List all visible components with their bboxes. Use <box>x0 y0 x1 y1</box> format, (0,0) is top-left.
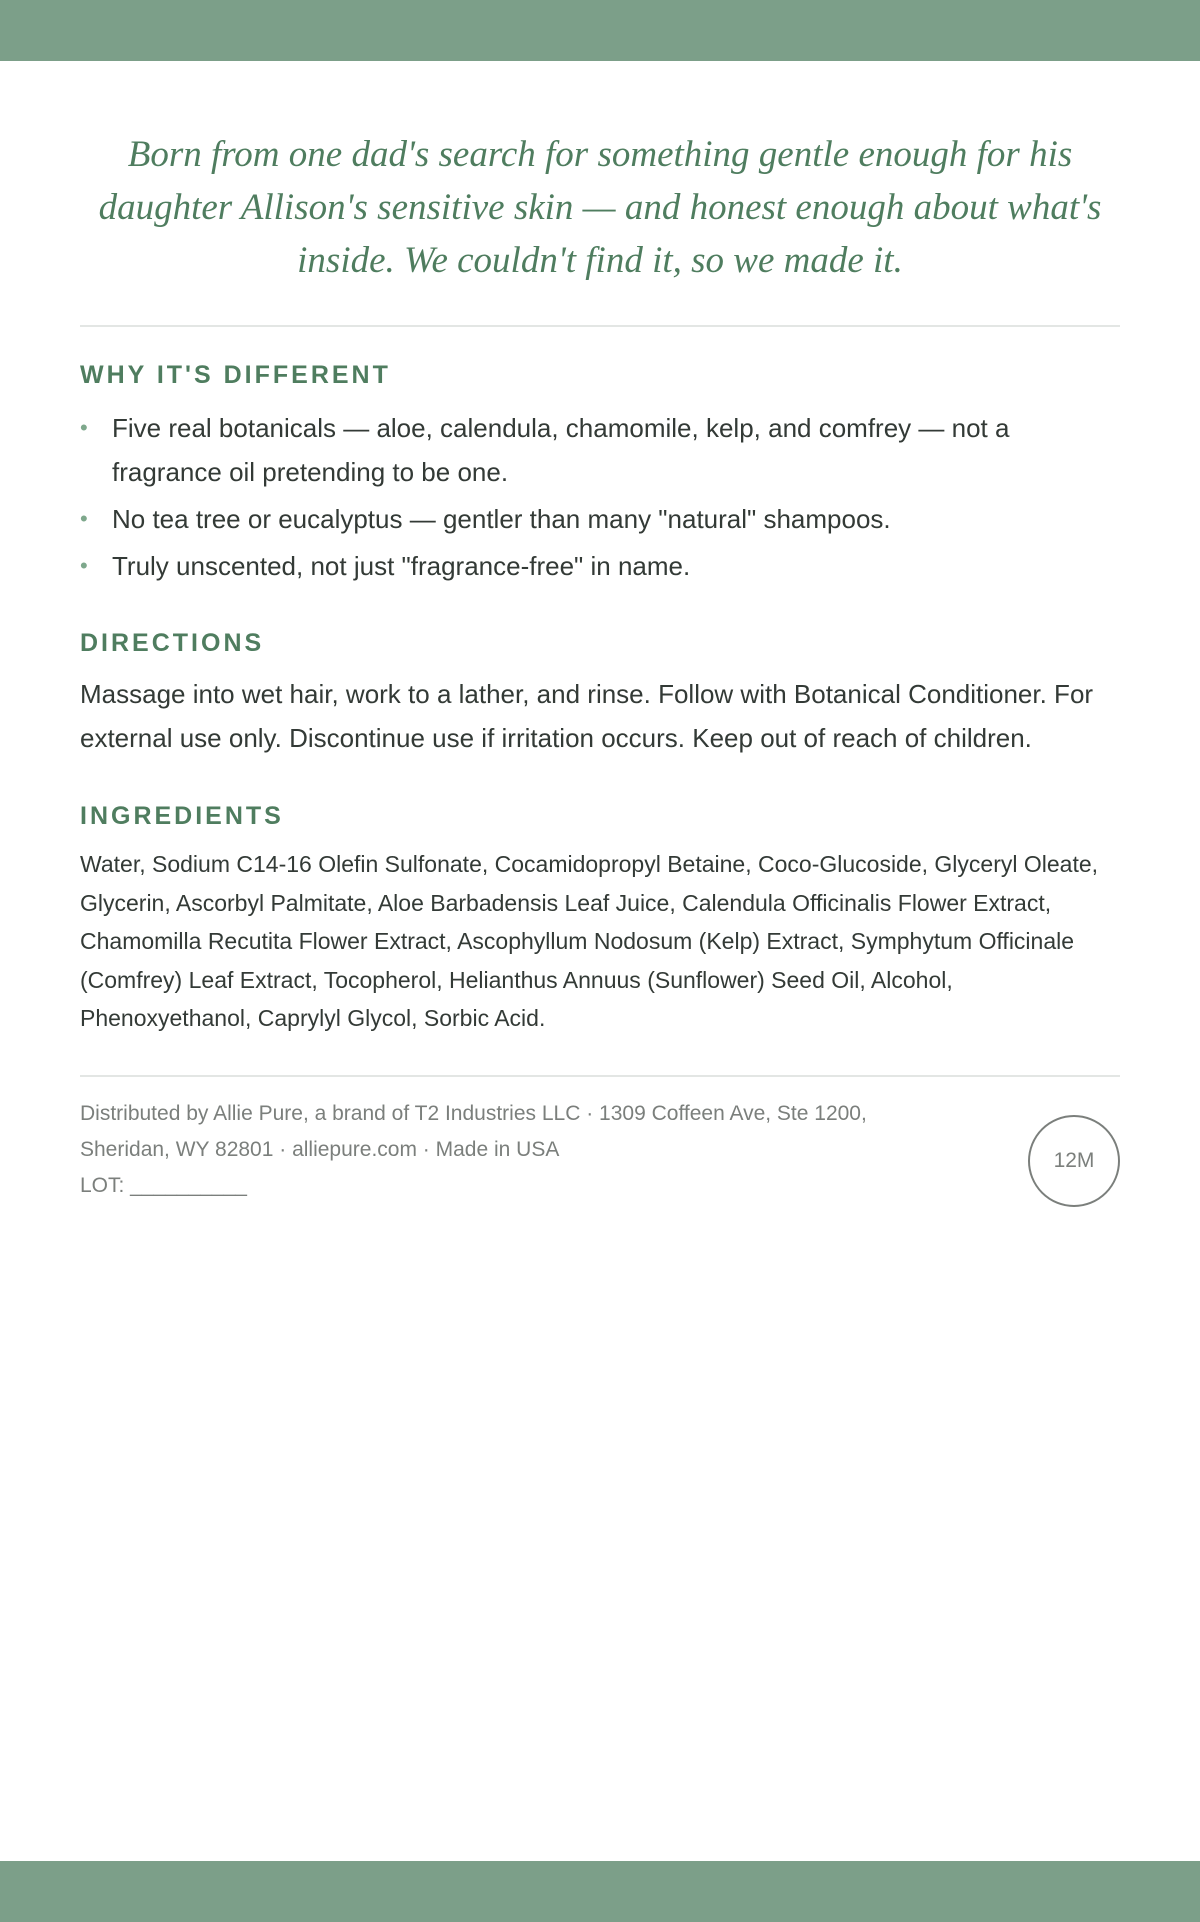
why-different-list <box>80 406 1120 588</box>
footer-divider <box>80 1075 1120 1077</box>
list-item <box>80 544 1120 588</box>
distributor-line: Distributed by Allie Pure, a brand of T2 Industries LLC · 1309 Coffeen Ave, Ste 1200, <box>80 1101 867 1125</box>
why-different-heading: WHY IT'S DIFFERENT <box>80 361 391 389</box>
list-item-text: No tea tree or eucalyptus — gentler than many "natural" shampoos. <box>112 504 891 534</box>
distributor-info <box>80 1096 960 1204</box>
distributor-address-line: Sheridan, WY 82801 · alliepure.com · Made in USA <box>80 1137 560 1161</box>
label-footer <box>80 1096 1120 1206</box>
list-item <box>80 406 1120 494</box>
ingredients-text: Water, Sodium C14-16 Olefin Sulfonate, Cocamidopropyl Betaine, Coco-Glucoside, Glyceryl Oleate, Glycerin, Ascorbyl Palmitate, Aloe Barbadensis Leaf Juice, Calendula Officinalis Flower Extract, Chamomilla Recutita Flower Extract, Ascophyllum Nodosum (Kelp) Extract, Symphytum Officinale (Comfrey) Leaf Extract, Tocopherol, Helianthus Annuus (Sunflower) Seed Oil, Alcohol, Phenoxyethanol, Caprylyl Glycol, Sorbic Acid. <box>80 851 1099 1031</box>
bottom-color-band <box>0 1861 1200 1922</box>
bullet-icon: • <box>80 553 88 578</box>
lot-number: LOT: __________ <box>80 1173 247 1197</box>
ingredients-heading: INGREDIENTS <box>80 802 284 830</box>
directions-heading: DIRECTIONS <box>80 629 265 657</box>
label-content <box>80 128 1120 1206</box>
bullet-icon: • <box>80 415 88 440</box>
list-item <box>80 497 1120 541</box>
top-color-band <box>0 0 1200 61</box>
directions-text: Massage into wet hair, work to a lather, and rinse. Follow with Botanical Conditioner. For external use only. Discontinue use if irritation occurs. Keep out of reach of children. <box>80 679 1094 753</box>
brand-story-tagline: Born from one dad's search for something gentle enough for his daughter Allison's sensitive skin — and honest enough about what's inside. We couldn't find it, so we made it. <box>98 134 1102 281</box>
bullet-icon: • <box>80 506 88 531</box>
period-after-opening-badge: 12M <box>1028 1115 1120 1207</box>
list-item-text: Five real botanicals — aloe, calendula, chamomile, kelp, and comfrey — not a fragrance oil pretending to be one. <box>112 413 1010 487</box>
divider <box>80 325 1120 327</box>
list-item-text: Truly unscented, not just "fragrance-free" in name. <box>112 551 691 581</box>
